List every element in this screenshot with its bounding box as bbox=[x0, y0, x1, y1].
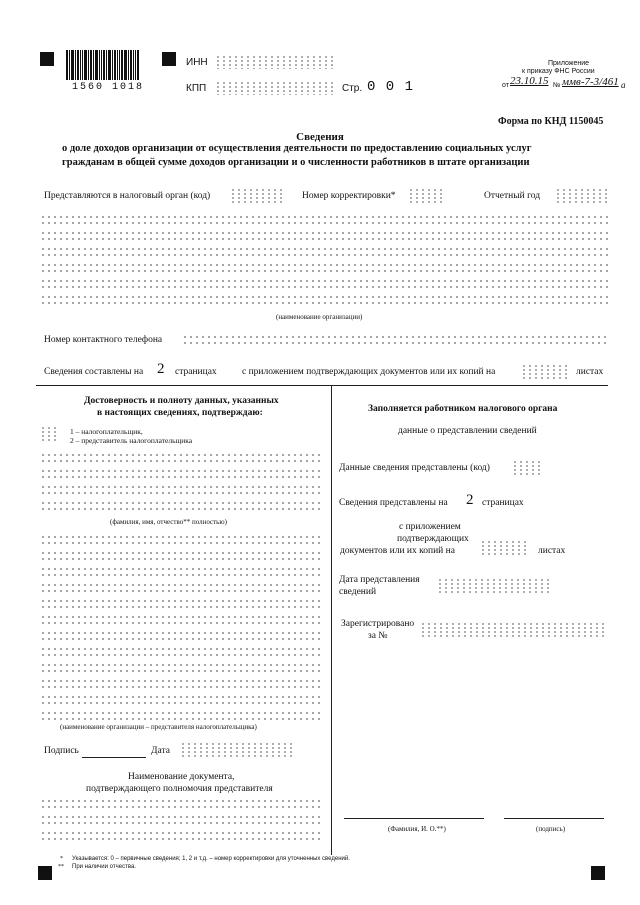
page-number: 0 0 1 bbox=[367, 79, 415, 95]
signer-option-1: 1 – налогоплательщик, bbox=[70, 427, 143, 436]
section-divider-horizontal bbox=[36, 385, 608, 386]
form-title-line1: о доле доходов организации от осуществления деятельности по предоставлению социальных услуг bbox=[62, 143, 532, 154]
right-sheets-word: листах bbox=[538, 546, 566, 556]
rep-org-row[interactable] bbox=[40, 582, 324, 593]
right-subheading: данные о представлении сведений bbox=[398, 426, 537, 436]
org-name-row[interactable] bbox=[40, 214, 608, 225]
left-heading-2: в настоящих сведениях, подтверждаю: bbox=[97, 408, 263, 418]
right-attach-2: подтверждающих bbox=[397, 534, 469, 544]
tax-authority-label: Представляются в налоговый орган (код) bbox=[44, 191, 211, 201]
rep-org-row[interactable] bbox=[40, 550, 324, 561]
tax-authority-code-field[interactable] bbox=[230, 188, 284, 204]
year-label: Отчетный год bbox=[484, 191, 541, 201]
appendix-number: ммв-7-3/461 bbox=[562, 76, 619, 88]
appendix-no: № bbox=[553, 82, 561, 89]
officer-fio-caption: (Фамилия, И. О.**) bbox=[388, 825, 446, 833]
inn-field[interactable] bbox=[215, 55, 335, 69]
right-attach-1: с приложением bbox=[399, 522, 461, 532]
submitted-on-label: Сведения представлены на bbox=[339, 498, 448, 508]
appendix-line1: Приложение bbox=[548, 60, 590, 67]
org-name-row[interactable] bbox=[40, 262, 608, 273]
section-divider-vertical bbox=[331, 385, 332, 855]
footnote-1: Указывается: 0 – первичные сведения; 1, 2 и т.д. – номер корректировки для уточненных сведений. bbox=[72, 856, 350, 862]
rep-org-row[interactable] bbox=[40, 630, 324, 641]
right-pages-word: страницах bbox=[482, 498, 524, 508]
date-submitted-field[interactable] bbox=[437, 578, 553, 594]
officer-sign-line[interactable] bbox=[504, 818, 604, 819]
right-pages-value: 2 bbox=[466, 492, 474, 508]
rep-org-row[interactable] bbox=[40, 598, 324, 609]
doc-title-1: Наименование документа, bbox=[128, 772, 235, 782]
form-heading: Сведения bbox=[296, 131, 344, 143]
kpp-field[interactable] bbox=[215, 81, 335, 95]
form-title-line2: гражданам в общей сумме доходов организации и о численности работников в штате организации bbox=[62, 157, 530, 168]
officer-fio-line[interactable] bbox=[344, 818, 484, 819]
doc-title-2: подтверждающего полномочия представителя bbox=[86, 784, 273, 794]
rep-org-caption: (наименование организации – представителя налогоплательщика) bbox=[60, 723, 257, 731]
rep-org-row[interactable] bbox=[40, 534, 324, 545]
footnote-2: При наличии отчества. bbox=[72, 864, 136, 870]
submitted-code-field[interactable] bbox=[512, 460, 542, 476]
sign-date-field[interactable] bbox=[180, 742, 296, 758]
doc-row[interactable] bbox=[40, 798, 324, 809]
fio-row[interactable] bbox=[40, 500, 324, 511]
appendix-from: от bbox=[502, 82, 509, 89]
sheets-word: листах bbox=[576, 367, 604, 377]
form-code: Форма по КНД 1150045 bbox=[498, 116, 604, 127]
pages-value: 2 bbox=[157, 361, 165, 377]
pages-word: страницах bbox=[175, 367, 217, 377]
date-submitted-2: сведений bbox=[339, 587, 377, 597]
rep-org-row[interactable] bbox=[40, 566, 324, 577]
rep-org-row[interactable] bbox=[40, 614, 324, 625]
submitted-code-label: Данные сведения представлены (код) bbox=[339, 463, 490, 473]
inn-label: ИНН bbox=[186, 57, 208, 68]
signer-option-2: 2 – представитель налогоплательщика bbox=[70, 436, 193, 445]
year-field[interactable] bbox=[555, 188, 607, 204]
corner-marker-top-left bbox=[40, 52, 54, 66]
corner-marker-bottom-right bbox=[591, 866, 605, 880]
registered-1: Зарегистрировано bbox=[341, 619, 415, 629]
appendix-date: 23.10.15 bbox=[510, 75, 549, 87]
phone-field[interactable] bbox=[182, 334, 608, 345]
org-name-row[interactable] bbox=[40, 230, 608, 241]
footnote-2-mark: ** bbox=[58, 864, 64, 870]
rep-org-row[interactable] bbox=[40, 710, 324, 721]
org-name-row[interactable] bbox=[40, 278, 608, 289]
org-name-row[interactable] bbox=[40, 246, 608, 257]
org-name-row[interactable] bbox=[40, 294, 608, 305]
registered-2: за № bbox=[368, 631, 388, 641]
rep-org-row[interactable] bbox=[40, 662, 324, 673]
corner-marker-top-right bbox=[162, 52, 176, 66]
date-submitted-1: Дата представления bbox=[339, 575, 420, 585]
barcode-number: 1560 1018 bbox=[72, 82, 145, 93]
attach-label: с приложением подтверждающих документов или их копий на bbox=[242, 367, 496, 377]
fio-row[interactable] bbox=[40, 452, 324, 463]
right-attach-3: документов или их копий на bbox=[340, 546, 455, 556]
barcode bbox=[66, 50, 146, 80]
sign-line[interactable] bbox=[82, 757, 146, 758]
corner-marker-bottom-left bbox=[38, 866, 52, 880]
fio-row[interactable] bbox=[40, 484, 324, 495]
sign-label: Подпись bbox=[44, 746, 79, 756]
kpp-label: КПП bbox=[186, 83, 207, 94]
rep-org-row[interactable] bbox=[40, 678, 324, 689]
attach-sheets-field[interactable] bbox=[521, 364, 569, 380]
rep-org-row[interactable] bbox=[40, 694, 324, 705]
pages-prefix: Сведения составлены на bbox=[44, 367, 144, 377]
right-heading: Заполняется работником налогового органа bbox=[368, 404, 558, 414]
appendix-suffix: а bbox=[621, 80, 626, 90]
registration-number-field[interactable] bbox=[420, 622, 606, 638]
doc-row[interactable] bbox=[40, 814, 324, 825]
doc-row[interactable] bbox=[40, 830, 324, 841]
date-label: Дата bbox=[151, 746, 170, 756]
fio-row[interactable] bbox=[40, 468, 324, 479]
correction-number-field[interactable] bbox=[408, 188, 444, 204]
right-sheets-field[interactable] bbox=[480, 540, 528, 556]
left-heading-1: Достоверность и полноту данных, указанных bbox=[84, 396, 279, 406]
footnote-1-mark: * bbox=[60, 856, 63, 862]
org-name-caption: (наименование организации) bbox=[276, 313, 363, 321]
correction-label: Номер корректировки* bbox=[302, 191, 396, 201]
officer-sign-caption: (подпись) bbox=[536, 825, 566, 833]
fio-caption: (фамилия, имя, отчество** полностью) bbox=[110, 518, 227, 526]
page-label: Стр. bbox=[342, 83, 363, 94]
phone-label: Номер контактного телефона bbox=[44, 335, 163, 345]
appendix-line2: к приказу ФНС России bbox=[522, 68, 595, 75]
rep-org-row[interactable] bbox=[40, 646, 324, 657]
signer-type-field[interactable] bbox=[40, 426, 56, 442]
